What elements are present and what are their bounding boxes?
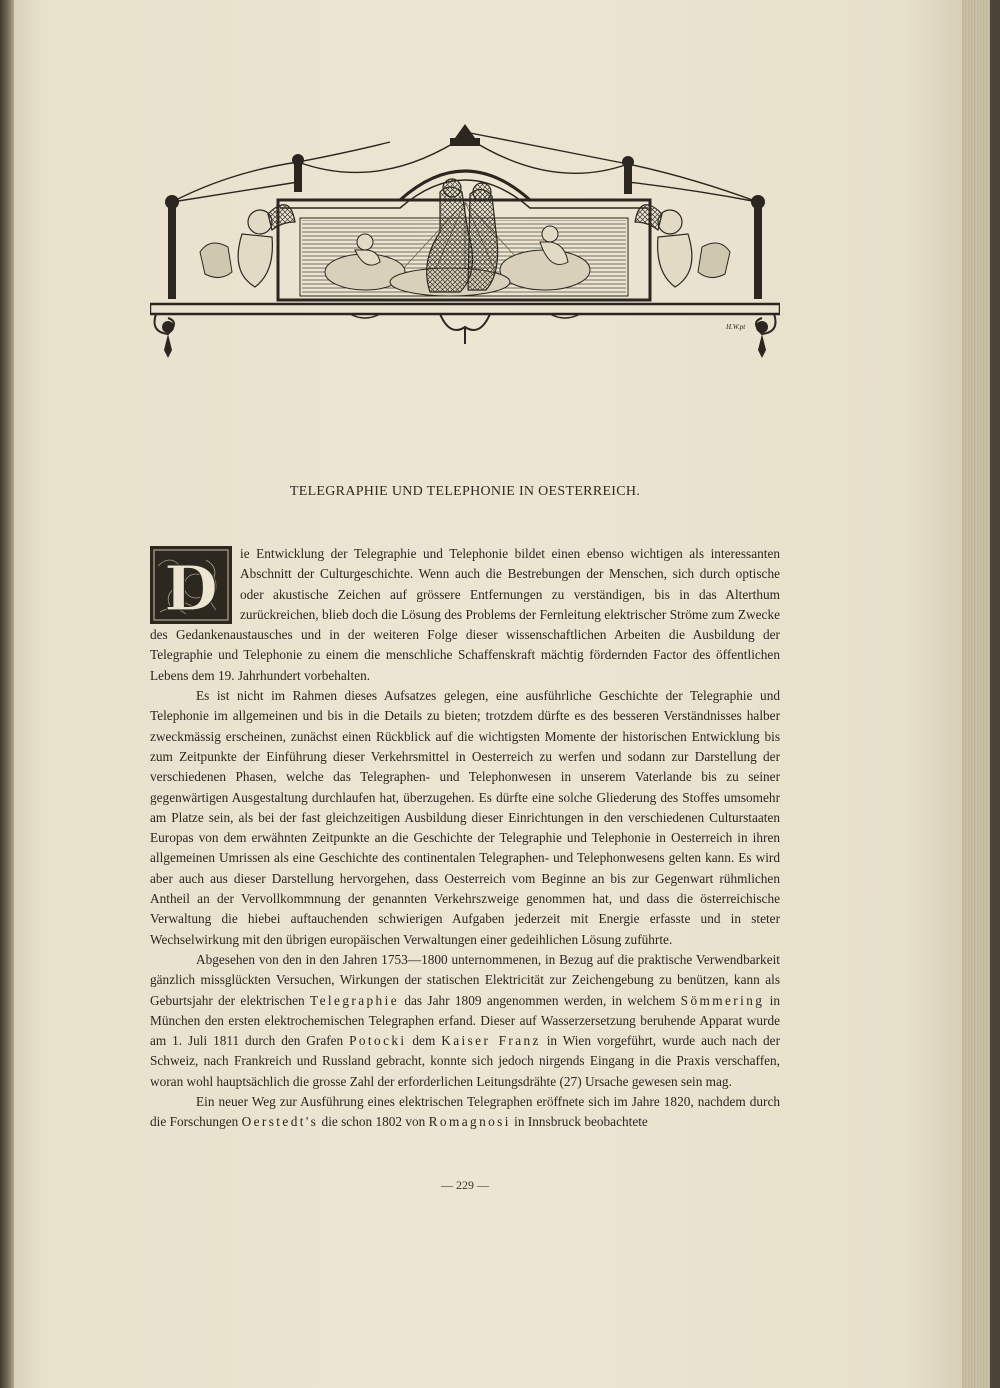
initial-letter-glyph: D (164, 552, 218, 624)
text-run: ie Entwicklung der Telegraphie und Telephonie bildet einen ebenso wichtigen als interessanten Abschnitt der Culturgeschichte. Wenn auch die Bestrebungen der Menschen, sich durch optische oder akustische Zeichen auf grössere Entfernungen zu verständigen, bis in das Alterthum zurückreichen, blieb doch die Lösung des Problems der Fernleitung elektrischer Ströme zum Zwecke des Gedankenaustausches und in der weiteren Folge dieser wissenschaftlichen Arbeiten die Ausbildung der Telegraphie und Telephonie zu einem die menschliche Schaffenskraft mächtig fördernden Factor des öffentlichen Lebens dem 19. Jahrhundert vorbehalten. (150, 546, 780, 683)
text-run: Es ist nicht im Rahmen dieses Aufsatzes gelegen, eine ausführliche Geschichte der Telegraphie und Telephonie im allgemeinen und bis in die Details zu bieten; trotzdem dürfte es des besseren Verständnisses halber zweckmässig erscheinen, zunächst einen Rückblick auf die wichtigsten Momente der historischen Entwicklung bis zum Zeitpunkte der Einführung dieser Verkehrsmittel in Oesterreich zu werfen und sodann zur Darstellung der verschiedenen Phasen, welche das Telegraphen- und Telephonwesen in unserem Vaterlande bis zu seiner gegenwärtigen Ausgestaltung durchlaufen hat, überzugehen. Es dürfte eine solche Gliederung des Stoffes umsomehr am Platze sein, als bei der fast gleichzeitigen Ausbildung dieser Einrichtungen in den verschiedenen Culturstaaten Europas von dem erwähnten Zeitpunkte an die Geschichte der Telegraphie und Telephonie in Oesterreich in ihren allgemeinen Umrissen als eine Geschichte des continentalen Telegraphen- und Telephonwesens gelten kann. Es wird aber auch aus dieser Darstellung hervorgehen, dass Oesterreich vom Beginne an bis zur Gegenwart rühmlichen Antheil an der Vervollkommnung der genannten Verkehrszweige genommen hat, und dass die österreichische Verwaltung die hiebei auftauchenden schwierigen Aufgaben jederzeit mit Energie erfasste und in steter Wechselwirkung mit den übrigen europäischen Verwaltungen einer gedeihlichen Lösung zuführte. (150, 688, 780, 947)
article-body (150, 544, 780, 1133)
paragraph-4 (150, 1092, 780, 1133)
paragraph-1 (150, 544, 780, 686)
emphasized-name: Oerstedt's (241, 1114, 319, 1130)
emphasized-name: Telegraphie (310, 992, 399, 1008)
page-edge-shadow (990, 0, 1000, 1388)
text-run: in Wien vorgeführt, wurde auch nach der Schweiz, nach Frankreich und Russland gebracht, konnte sich jedoch nirgends Eingang in die Praxis verschaffen, woran wohl hauptsächlich die grosse Zahl der erforderlichen Leitungsdrähte (27) Ursache gewesen sein mag. (150, 1033, 781, 1089)
article-title: TELEGRAPHIE UND TELEPHONIE IN OESTERREICH. (289, 484, 641, 499)
text-run: das Jahr 1809 angenommen werden, in welchem (399, 992, 681, 1008)
paragraph-3 (150, 950, 780, 1092)
paragraph-2 (150, 686, 780, 950)
text-run: Ein neuer Weg zur Ausführung eines elektrischen Telegraphen eröffnete sich im Jahre 1820, nachdem durch die Forschungen (150, 1094, 780, 1130)
emphasized-name: Kaiser Franz (441, 1033, 541, 1049)
emphasized-name: Romagnosi (428, 1114, 511, 1130)
emphasized-name: Sömmering (680, 992, 765, 1008)
text-run: die schon 1802 von (318, 1114, 429, 1130)
text-run: Abgesehen von den in den Jahren 1753—1800 unternommenen, in Bezug auf die praktische Verwendbarkeit gänzlich missglückten Versuchen, Wirkungen der statischen Elektricität zur Zeichengebung zu benützen, kann als Geburtsjahr der elektrischen (150, 951, 780, 1008)
text-run: in Innsbruck beobachtete (510, 1114, 648, 1130)
emphasized-name: Potocki (349, 1033, 407, 1049)
headpiece-ornament-illustration (150, 122, 780, 360)
decorated-initial-letter (150, 546, 232, 624)
book-gutter (0, 0, 14, 1388)
page-number: — 229 — (441, 1178, 489, 1192)
text-run: dem (406, 1033, 442, 1049)
engraver-signature: H.W.pt (726, 323, 746, 331)
text-run: in München den ersten elektrochemischen Telegraphen erfand. Dieser auf Wasserzersetzung beruhende Apparat wurde am 1. Juli 1811 durch den Grafen (150, 992, 780, 1049)
